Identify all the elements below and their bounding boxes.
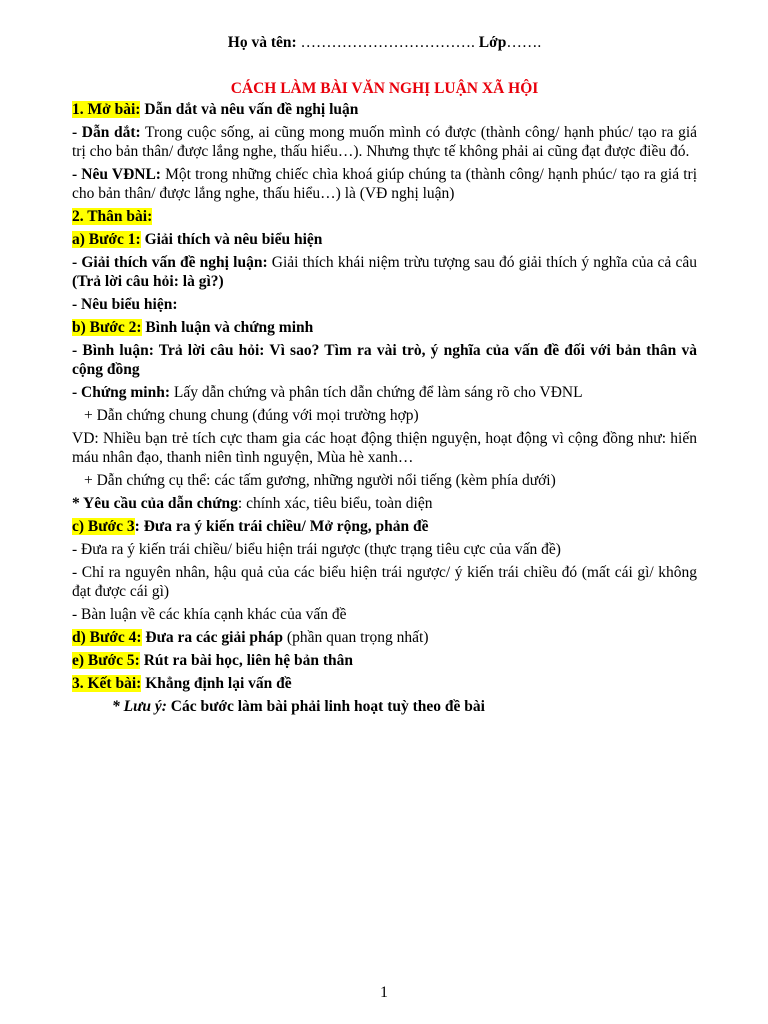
lead-in-paragraph: - Dẫn dắt: Trong cuộc sống, ai cũng mong muốn mình có được (thành công/ hạnh phúc/ tạo ra giá trị cho bản thân/ được lắng nghe, thấu hiểu…). Nhưng thực tế không phải ai cũng đạt được điều đó. (72, 124, 697, 160)
document-page (72, 30, 697, 720)
section-1-heading: 1. Mở bài: Dẫn dắt và nêu vấn đề nghị luận (72, 101, 359, 118)
manifestation-line: - Nêu biểu hiện: (72, 296, 178, 313)
specific-evidence-line: + Dẫn chứng cụ thể: các tấm gương, những người nổi tiếng (kèm phía dưới) (84, 472, 556, 489)
step-2-heading: b) Bước 2: Bình luận và chứng minh (72, 319, 314, 336)
step-4-heading: d) Bước 4: Đưa ra các giải pháp (phần quan trọng nhất) (72, 629, 429, 646)
proof-paragraph: - Chứng minh: Lấy dẫn chứng và phân tích dẫn chứng để làm sáng rõ cho VĐNL (72, 384, 583, 401)
step-3-item-2: - Chỉ ra nguyên nhân, hậu quả của các biểu hiện trái ngược/ ý kiến trái chiều đó (mất cái gì/ không đạt được cái gì) (72, 564, 697, 600)
section-2-heading: 2. Thân bài: (72, 208, 153, 225)
evidence-requirement-line: * Yêu cầu của dẫn chứng: chính xác, tiêu biểu, toàn diện (72, 495, 433, 512)
document-title: CÁCH LÀM BÀI VĂN NGHỊ LUẬN XÃ HỘI (230, 80, 539, 97)
step-3-item-1: - Đưa ra ý kiến trái chiều/ biểu hiện trái ngược (thực trạng tiêu cực của vấn đề) (72, 541, 561, 558)
class-label: Lớp (478, 34, 507, 51)
general-evidence-line: + Dẫn chứng chung chung (đúng với mọi trường hợp) (84, 407, 419, 424)
name-blank: ……………………………. (296, 34, 479, 51)
class-blank: ……. (506, 34, 542, 51)
page-number: 1 (380, 984, 388, 1001)
commentary-paragraph: - Bình luận: Trả lời câu hỏi: Vì sao? Tìm ra vài trò, ý nghĩa của vấn đề đối với bản thân và cộng đồng (72, 342, 697, 378)
explain-paragraph: - Giải thích vấn đề nghị luận: Giải thích khái niệm trừu tượng sau đó giải thích ý nghĩa của cả câu (Trả lời câu hỏi: là gì?) (72, 254, 697, 290)
section-3-heading: 3. Kết bài: Khẳng định lại vấn đề (72, 675, 292, 692)
student-info-line (72, 34, 697, 52)
note-line: * Lưu ý: Các bước làm bài phải linh hoạt tuỳ theo đề bài (112, 698, 485, 715)
step-3-item-3: - Bàn luận về các khía cạnh khác của vấn đề (72, 606, 347, 623)
example-paragraph: VD: Nhiều bạn trẻ tích cực tham gia các hoạt động thiện nguyện, hoạt động vì cộng đồng như: hiến máu nhân đạo, thanh niên tình nguyện, Mùa hè xanh… (72, 430, 697, 466)
issue-statement-paragraph: - Nêu VĐNL: Một trong những chiếc chìa khoá giúp chúng ta (thành công/ hạnh phúc/ tạo ra giá trị cho bản thân/ được lắng nghe, thấu hiểu…) là (VĐ nghị luận) (72, 166, 698, 202)
step-5-heading: e) Bước 5: Rút ra bài học, liên hệ bản thân (72, 652, 353, 669)
name-label: Họ và tên: (227, 34, 297, 51)
step-1-heading: a) Bước 1: Giải thích và nêu biểu hiện (72, 231, 323, 248)
step-3-heading: c) Bước 3: Đưa ra ý kiến trái chiều/ Mở rộng, phản đề (72, 518, 429, 535)
